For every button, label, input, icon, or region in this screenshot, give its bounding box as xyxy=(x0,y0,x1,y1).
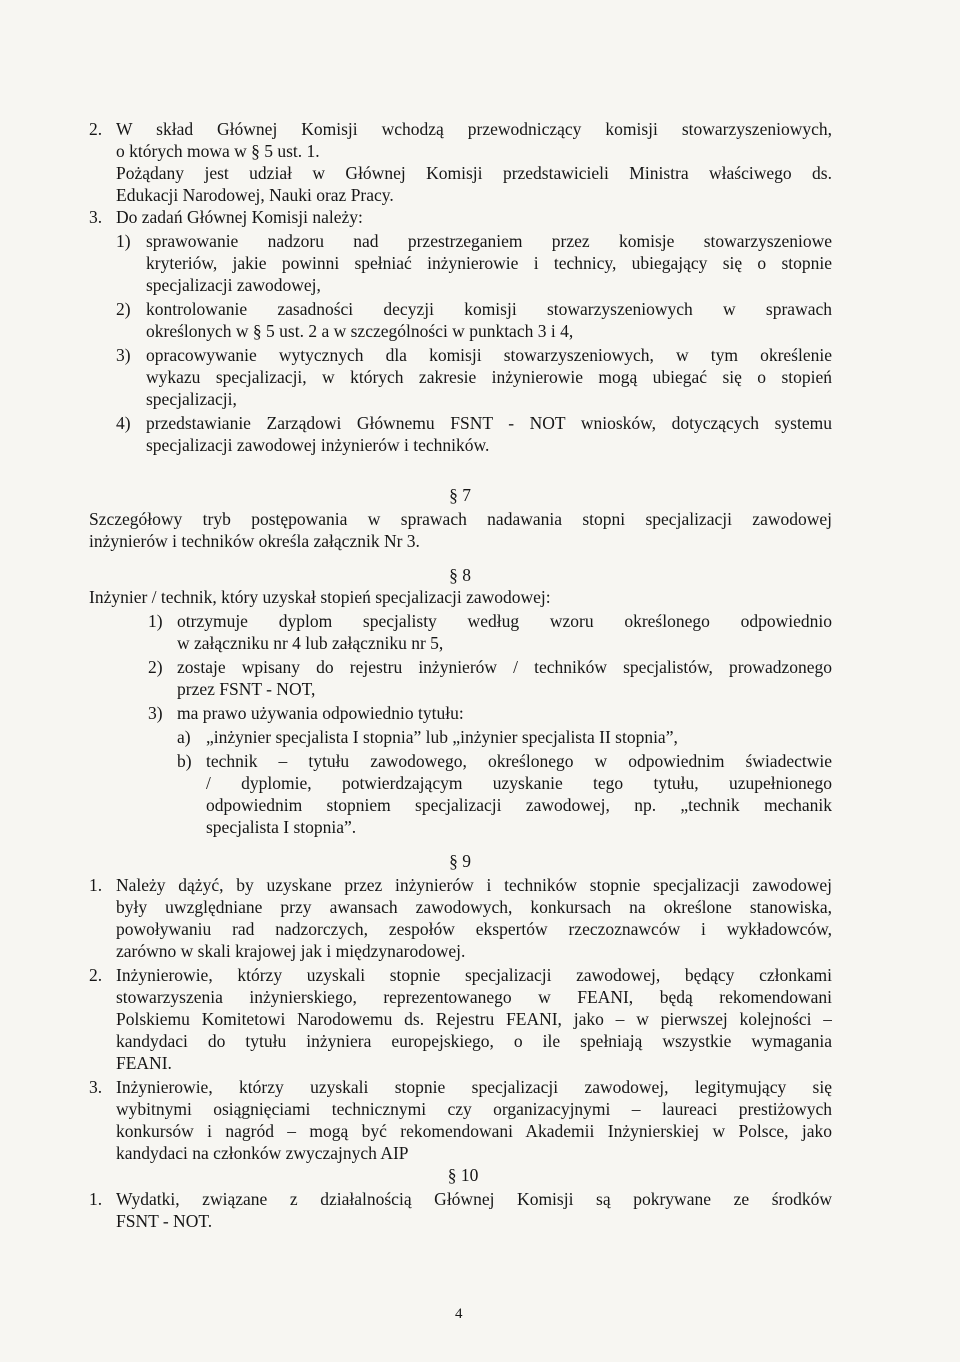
section-item-line: Należy dążyć, by uzyskane przez inżynierów i techników stopnie specjalizacji zawodowej xyxy=(116,875,832,895)
paragraph-2-line: o których mowa w § 5 ust. 1. xyxy=(116,141,320,161)
section-item-line: stowarzyszenia inżynierskiego, reprezentowanego w FEANI, będą rekomendowani xyxy=(116,987,832,1007)
list-item-line: wykazu specjalizacji, w których zakresie inżynierowie mogą ubiegać się o stopień xyxy=(146,367,832,387)
sublist-item-line: „inżynier specjalista I stopnia” lub „inżynier specjalista II stopnia”, xyxy=(206,727,678,747)
section-heading: § 10 xyxy=(447,1165,479,1185)
list-item-line: zostaje wpisany do rejestru inżynierów / techników specjalistów, prowadzonego xyxy=(177,657,832,677)
list-item-line: kontrolowanie zasadności decyzji komisji stowarzyszeniowych w sprawach xyxy=(146,299,832,319)
list-item-number: 1) xyxy=(148,611,163,631)
paragraph-2-line: W skład Głównej Komisji wchodzą przewodniczący komisji stowarzyszeniowych, xyxy=(116,119,832,139)
list-item-line: ma prawo używania odpowiednio tytułu: xyxy=(177,703,464,723)
section-item-line: konkursów i nagród – mogą być rekomendowani Akademii Inżynierskiej w Polsce, jako xyxy=(116,1121,832,1141)
paragraph-2-line: Pożądany jest udział w Głównej Komisji przedstawicieli Ministra właściwego ds. xyxy=(116,163,832,183)
section-item-line: FSNT - NOT. xyxy=(116,1211,213,1231)
section-item-line: Polskiemu Komitetowi Narodowemu ds. Rejestru FEANI, jako – w pierwszej kolejności – xyxy=(116,1009,832,1029)
section-heading: § 7 xyxy=(449,485,471,505)
section-item-number: 1. xyxy=(89,875,103,895)
section-item-line: Inżynierowie, którzy uzyskali stopnie specjalizacji zawodowej, legitymujący się xyxy=(116,1077,832,1097)
list-item-number: 3) xyxy=(148,703,163,723)
list-item-line: opracowywanie wytycznych dla komisji stowarzyszeniowych, w tym określenie xyxy=(146,345,832,365)
section-item-line: zarówno w skali krajowej jak i międzynarodowej. xyxy=(116,941,466,961)
sublist-item-letter: b) xyxy=(177,751,192,771)
sublist-item-line: specjalista I stopnia”. xyxy=(206,817,357,837)
list-item-number: 2) xyxy=(116,299,131,319)
sublist-item-line: / dyplomie, potwierdzającym uzyskanie tego tytułu, uzupełnionego xyxy=(206,773,832,793)
section-heading: § 8 xyxy=(449,565,471,585)
sublist-item-line: odpowiednim stopniem specjalizacji zawodowej, np. „technik mechanik xyxy=(206,795,832,815)
section-line: Szczegółowy tryb postępowania w sprawach nadawania stopni specjalizacji zawodowej xyxy=(89,509,832,529)
list-item-line: określonych w § 5 ust. 2 a w szczególności w punktach 3 i 4, xyxy=(146,321,574,341)
list-item-line: w załączniku nr 4 lub załączniku nr 5, xyxy=(177,633,444,653)
list-item-line: sprawowanie nadzoru nad przestrzeganiem przez komisje stowarzyszeniowe xyxy=(146,231,832,251)
list-item-line: przedstawianie Zarządowi Głównemu FSNT - NOT wniosków, dotyczących systemu xyxy=(146,413,832,433)
list-item-line: specjalizacji zawodowej inżynierów i techników. xyxy=(146,435,490,455)
section-item-number: 3. xyxy=(89,1077,103,1097)
paragraph-2-number: 2. xyxy=(89,119,103,139)
sublist-item-letter: a) xyxy=(177,727,191,747)
page-number: 4 xyxy=(455,1306,463,1322)
list-item-number: 1) xyxy=(116,231,131,251)
paragraph-2-line: Edukacji Narodowej, Nauki oraz Pracy. xyxy=(116,185,394,205)
section-item-line: powoływaniu rad nadzorczych, zespołów ekspertów rzeczoznawców i wykładowców, xyxy=(116,919,832,939)
section-item-line: kandydaci do tytułu inżyniera europejskiego, o ile spełniają wszystkie wymagania xyxy=(116,1031,832,1051)
paragraph-3-intro: Do zadań Głównej Komisji należy: xyxy=(116,207,363,227)
list-item-number: 4) xyxy=(116,413,131,433)
list-item-line: otrzymuje dyplom specjalisty według wzoru określonego odpowiednio xyxy=(177,611,832,631)
section-line: inżynierów i techników określa załącznik Nr 3. xyxy=(89,531,420,551)
section-item-line: Inżynierowie, którzy uzyskali stopnie specjalizacji zawodowej, będący członkami xyxy=(116,965,832,985)
list-item-line: przez FSNT - NOT, xyxy=(177,679,316,699)
list-item-line: specjalizacji, xyxy=(146,389,237,409)
section-item-line: kandydaci na członków zwyczajnych AIP xyxy=(116,1143,409,1163)
section-intro: Inżynier / technik, który uzyskał stopień specjalizacji zawodowej: xyxy=(89,587,551,607)
section-item-number: 2. xyxy=(89,965,103,985)
list-item-line: specjalizacji zawodowej, xyxy=(146,275,321,295)
section-heading: § 9 xyxy=(449,851,471,871)
sublist-item-line: technik – tytułu zawodowego, określonego w odpowiednim świadectwie xyxy=(206,751,832,771)
section-item-number: 1. xyxy=(89,1189,103,1209)
list-item-line: kryteriów, jakie powinni spełniać inżynierowie i technicy, ubiegający się o stopnie xyxy=(146,253,832,273)
list-item-number: 3) xyxy=(116,345,131,365)
paragraph-3-number: 3. xyxy=(89,207,103,227)
list-item-number: 2) xyxy=(148,657,163,677)
section-item-line: były uwzględniane przy awansach zawodowych, konkursach na określone stanowiska, xyxy=(116,897,832,917)
section-item-line: Wydatki, związane z działalnością Głównej Komisji są pokrywane ze środków xyxy=(116,1189,832,1209)
section-item-line: FEANI. xyxy=(116,1053,172,1073)
section-item-line: wybitnymi osiągnięciami technicznymi czy organizacyjnymi – laureaci prestiżowych xyxy=(116,1099,832,1119)
